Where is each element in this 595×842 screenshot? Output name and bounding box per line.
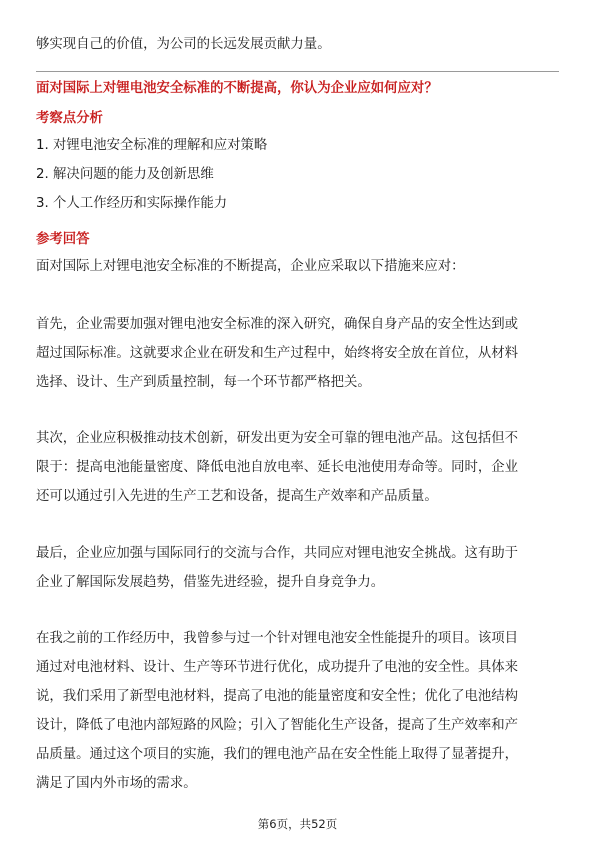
analysis-heading: 考察点分析 — [36, 111, 103, 126]
paragraph-line: 在我之前的工作经历中，我曾参与过一个针对锂电池安全性能提升的项目。该项目 — [36, 631, 519, 646]
paragraph-line: 还可以通过引入先进的生产工艺和设备，提高生产效率和产品质量。 — [36, 489, 438, 504]
analysis-item: 3. 个人工作经历和实际操作能力 — [36, 196, 228, 211]
question-heading: 面对国际上对锂电池安全标准的不断提高，你认为企业应如何应对？ — [36, 81, 438, 96]
paragraph-line: 品质量。通过这个项目的实施，我们的锂电池产品在安全性能上取得了显著提升， — [36, 747, 519, 762]
paragraph-line: 选择、设计、生产到质量控制，每一个环节都严格把关。 — [36, 375, 371, 390]
paragraph-line: 其次，企业应积极推动技术创新，研发出更为安全可靠的锂电池产品。这包括但不 — [36, 431, 519, 446]
analysis-item: 1. 对锂电池安全标准的理解和应对策略 — [36, 138, 268, 153]
paragraph-line: 通过对电池材料、设计、生产等环节进行优化，成功提升了电池的安全性。具体来 — [36, 660, 519, 675]
paragraph-line: 说，我们采用了新型电池材料，提高了电池的能量密度和安全性；优化了电池结构 — [36, 689, 519, 704]
paragraph-line: 超过国际标准。这就要求企业在研发和生产过程中，始终将安全放在首位，从材料 — [36, 346, 519, 361]
analysis-item: 2. 解决问题的能力及创新思维 — [36, 167, 214, 182]
paragraph-line: 企业了解国际发展趋势，借鉴先进经验，提升自身竞争力。 — [36, 575, 385, 590]
paragraph-line: 满足了国内外市场的需求。 — [36, 776, 197, 791]
paragraph-line: 限于：提高电池能量密度、降低电池自放电率、延长电池使用寿命等。同时，企业 — [36, 460, 519, 475]
paragraph-line: 首先，企业需要加强对锂电池安全标准的深入研究，确保自身产品的安全性达到或 — [36, 317, 519, 332]
paragraph-line: 设计，降低了电池内部短路的风险；引入了智能化生产设备，提高了生产效率和产 — [36, 718, 519, 733]
page-footer: 第6页，共52页 — [257, 817, 338, 831]
intro-tail-text: 够实现自己的价值，为公司的长远发展贡献力量。 — [36, 37, 331, 52]
answer-heading: 参考回答 — [36, 232, 90, 247]
paragraph-line: 最后，企业应加强与国际同行的交流与合作，共同应对锂电池安全挑战。这有助于 — [36, 546, 519, 561]
answer-intro: 面对国际上对锂电池安全标准的不断提高，企业应采取以下措施来应对： — [36, 259, 465, 274]
divider — [36, 71, 559, 72]
